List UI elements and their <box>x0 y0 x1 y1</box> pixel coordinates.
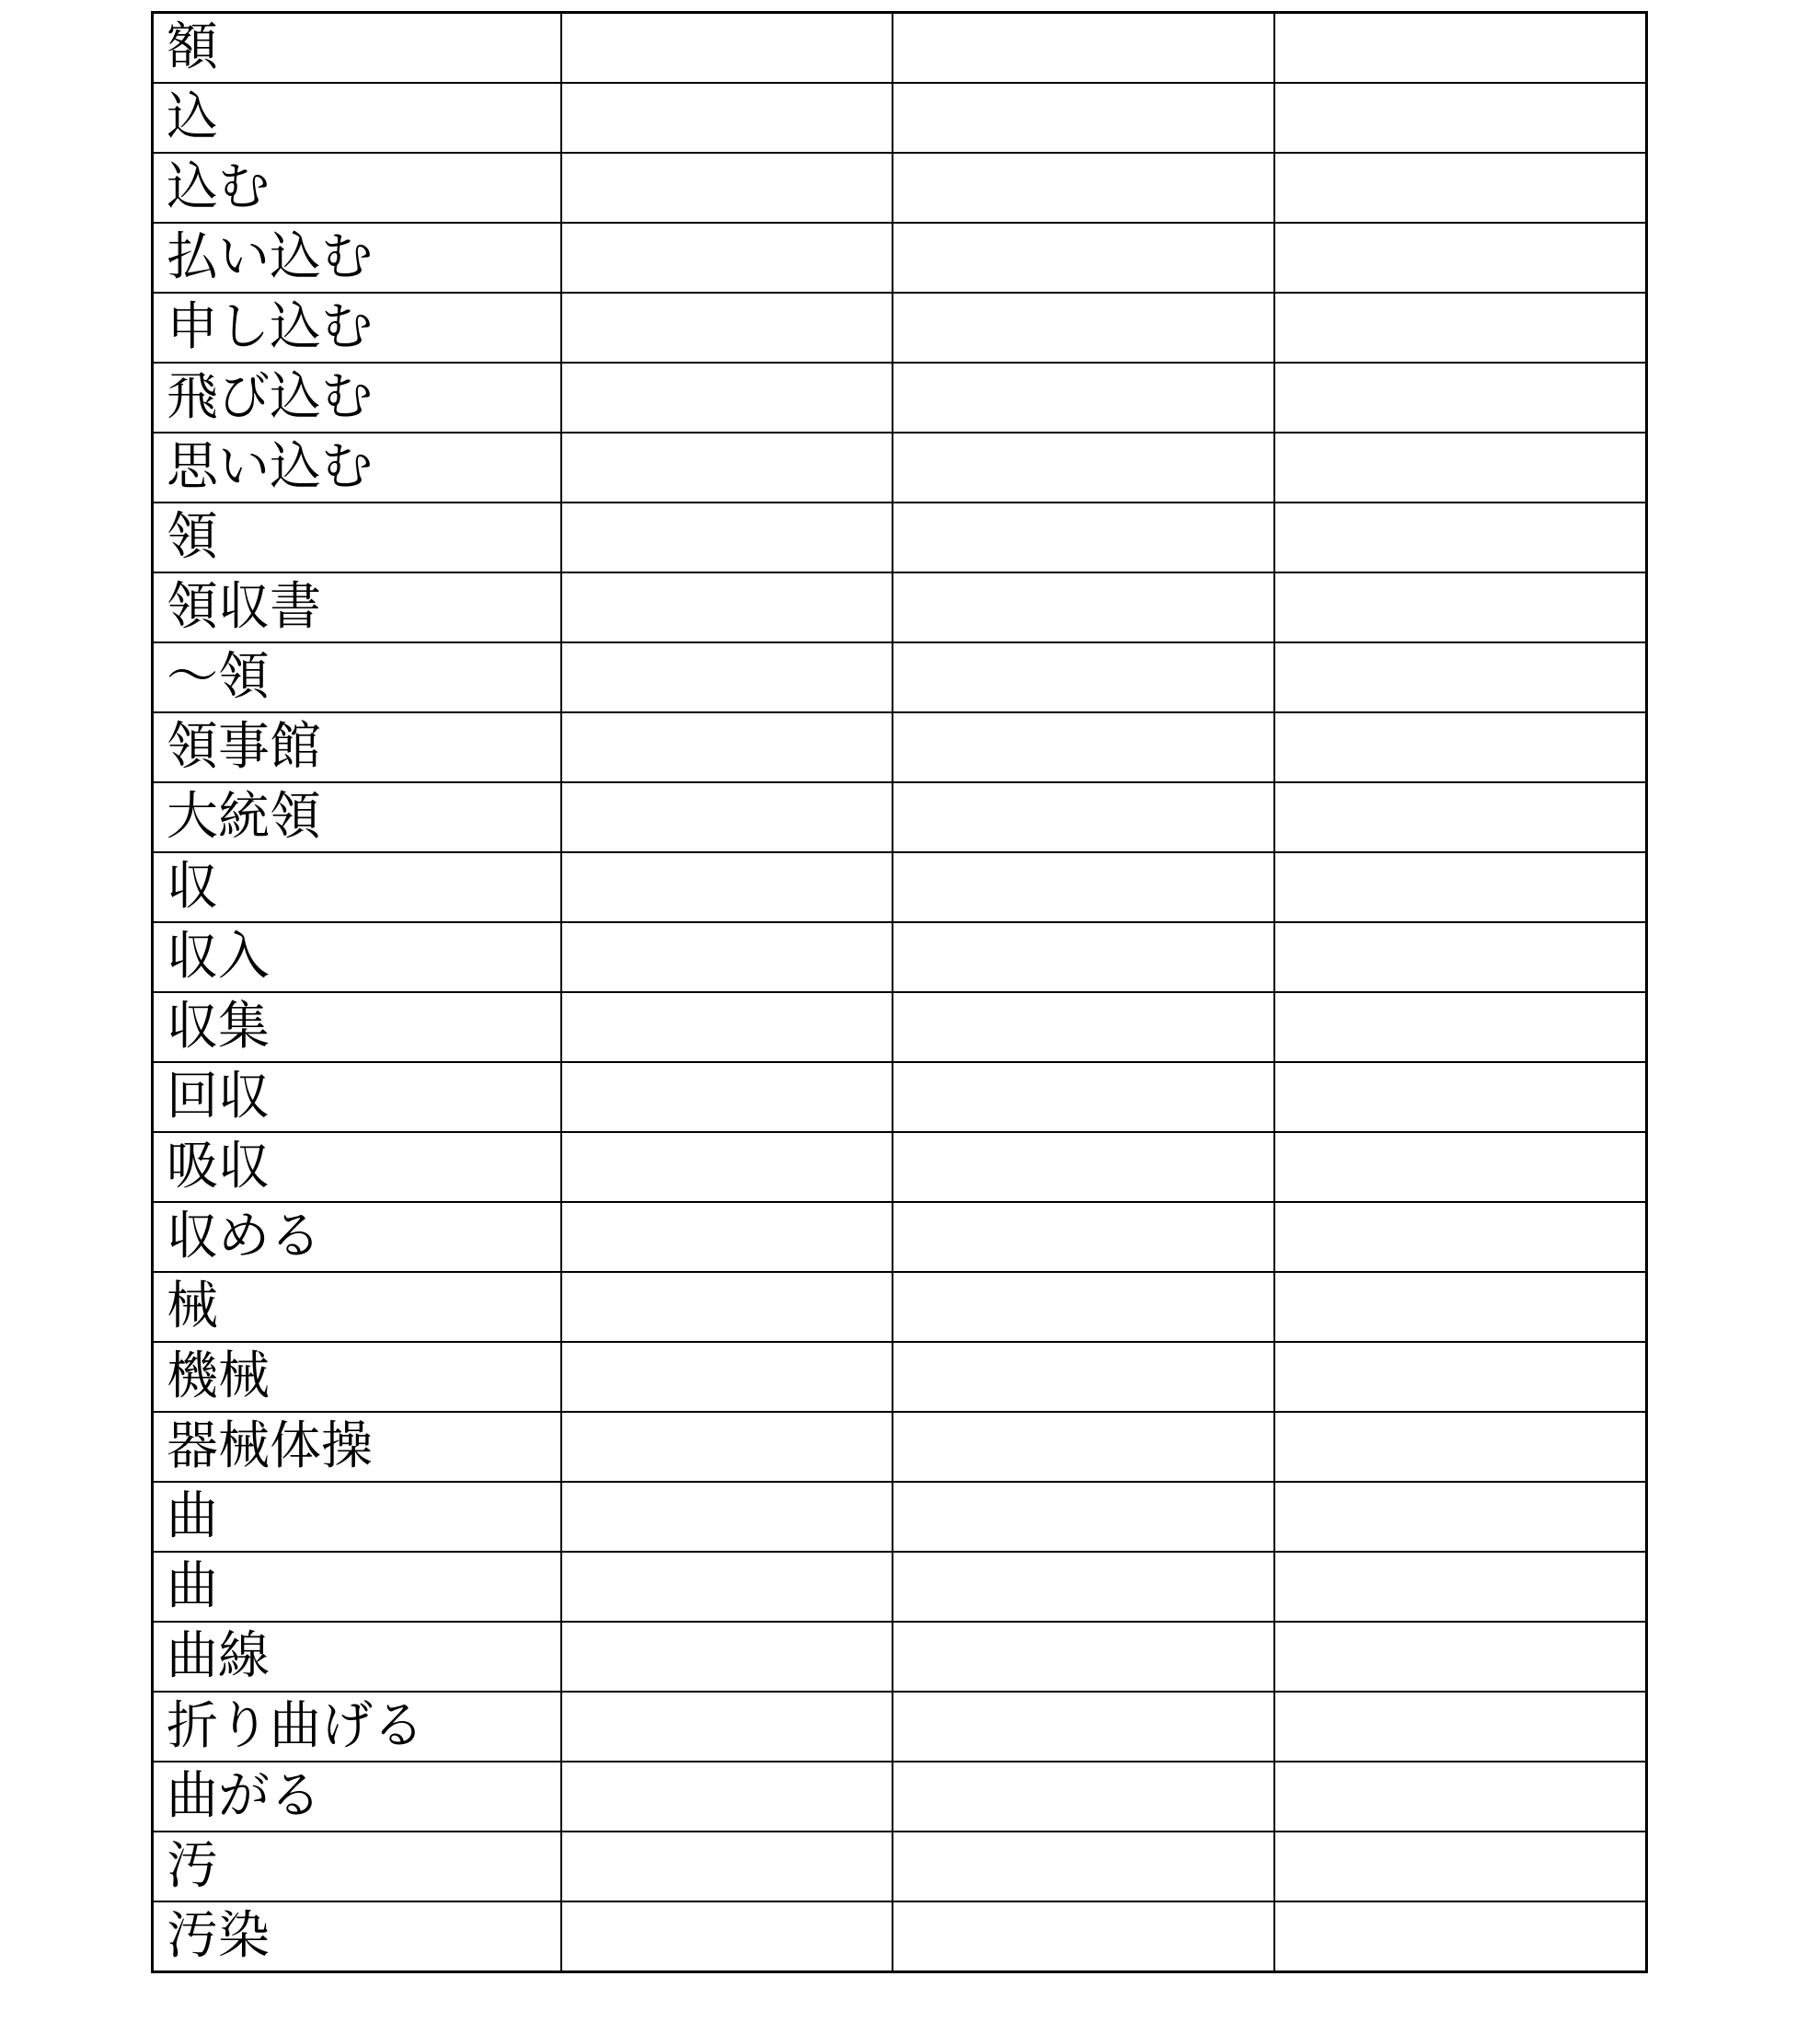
term-cell: 曲線 <box>153 1622 561 1692</box>
blank-cell[interactable] <box>893 153 1274 223</box>
term-cell: 収 <box>153 852 561 922</box>
blank-cell[interactable] <box>561 153 893 223</box>
blank-cell[interactable] <box>561 503 893 572</box>
blank-cell[interactable] <box>1274 1202 1647 1272</box>
blank-cell[interactable] <box>893 712 1274 782</box>
table-row <box>153 83 1647 153</box>
blank-cell[interactable] <box>1274 1482 1647 1552</box>
blank-cell[interactable] <box>1274 1622 1647 1692</box>
table-row <box>153 293 1647 363</box>
term-cell: 収集 <box>153 992 561 1062</box>
term-cell: 収める <box>153 1202 561 1272</box>
blank-cell[interactable] <box>1274 782 1647 852</box>
blank-cell[interactable] <box>561 1272 893 1342</box>
table-row <box>153 503 1647 572</box>
blank-cell[interactable] <box>893 13 1274 84</box>
table-row <box>153 433 1647 503</box>
table-row <box>153 1202 1647 1272</box>
blank-cell[interactable] <box>1274 1132 1647 1202</box>
term-cell: 機械 <box>153 1342 561 1412</box>
blank-cell[interactable] <box>561 13 893 84</box>
table-row <box>153 992 1647 1062</box>
blank-cell[interactable] <box>893 1132 1274 1202</box>
blank-cell[interactable] <box>893 223 1274 293</box>
blank-cell[interactable] <box>893 1482 1274 1552</box>
blank-cell[interactable] <box>561 223 893 293</box>
term-cell: 折り曲げる <box>153 1692 561 1762</box>
table-row <box>153 1482 1647 1552</box>
term-cell: 汚 <box>153 1832 561 1901</box>
table-row <box>153 1762 1647 1832</box>
blank-cell[interactable] <box>893 363 1274 433</box>
table-row <box>153 572 1647 642</box>
blank-cell[interactable] <box>893 922 1274 992</box>
blank-cell[interactable] <box>1274 1832 1647 1901</box>
blank-cell[interactable] <box>1274 1412 1647 1482</box>
blank-cell[interactable] <box>561 1202 893 1272</box>
blank-cell[interactable] <box>1274 1692 1647 1762</box>
term-cell: 申し込む <box>153 293 561 363</box>
blank-cell[interactable] <box>893 1412 1274 1482</box>
blank-cell[interactable] <box>1274 13 1647 84</box>
term-cell: 曲 <box>153 1482 561 1552</box>
term-cell: 額 <box>153 13 561 84</box>
term-cell: 曲 <box>153 1552 561 1622</box>
term-cell: 払い込む <box>153 223 561 293</box>
table-row <box>153 712 1647 782</box>
blank-cell[interactable] <box>1274 1062 1647 1132</box>
blank-cell[interactable] <box>561 1692 893 1762</box>
blank-cell[interactable] <box>893 1692 1274 1762</box>
blank-cell[interactable] <box>893 293 1274 363</box>
blank-cell[interactable] <box>561 1832 893 1901</box>
blank-cell[interactable] <box>561 922 893 992</box>
blank-cell[interactable] <box>1274 642 1647 712</box>
blank-cell[interactable] <box>1274 363 1647 433</box>
table-row <box>153 13 1647 84</box>
term-cell: 器械体操 <box>153 1412 561 1482</box>
blank-cell[interactable] <box>1274 293 1647 363</box>
blank-cell[interactable] <box>1274 1272 1647 1342</box>
table-row <box>153 1692 1647 1762</box>
blank-cell[interactable] <box>1274 992 1647 1062</box>
blank-cell[interactable] <box>893 1901 1274 1972</box>
table-row <box>153 1132 1647 1202</box>
table-row <box>153 363 1647 433</box>
table-row <box>153 1062 1647 1132</box>
blank-cell[interactable] <box>1274 1762 1647 1832</box>
term-cell: 大統領 <box>153 782 561 852</box>
blank-cell[interactable] <box>561 293 893 363</box>
blank-cell[interactable] <box>893 992 1274 1062</box>
term-cell: 領 <box>153 503 561 572</box>
term-cell: ～領 <box>153 642 561 712</box>
blank-cell[interactable] <box>893 1062 1274 1132</box>
term-cell: 械 <box>153 1272 561 1342</box>
table-row <box>153 782 1647 852</box>
blank-cell[interactable] <box>561 572 893 642</box>
blank-cell[interactable] <box>561 433 893 503</box>
blank-cell[interactable] <box>1274 83 1647 153</box>
blank-cell[interactable] <box>893 1272 1274 1342</box>
blank-cell[interactable] <box>561 1342 893 1412</box>
term-cell: 曲がる <box>153 1762 561 1832</box>
blank-cell[interactable] <box>893 642 1274 712</box>
blank-cell[interactable] <box>1274 852 1647 922</box>
blank-cell[interactable] <box>561 1762 893 1832</box>
blank-cell[interactable] <box>561 852 893 922</box>
blank-cell[interactable] <box>1274 1342 1647 1412</box>
table-row <box>153 1342 1647 1412</box>
table-row <box>153 223 1647 293</box>
blank-cell[interactable] <box>561 1062 893 1132</box>
blank-cell[interactable] <box>1274 1552 1647 1622</box>
blank-cell[interactable] <box>1274 503 1647 572</box>
term-cell: 領事館 <box>153 712 561 782</box>
table-row <box>153 1901 1647 1972</box>
table-row <box>153 1552 1647 1622</box>
term-cell: 飛び込む <box>153 363 561 433</box>
table-row <box>153 1412 1647 1482</box>
blank-cell[interactable] <box>1274 153 1647 223</box>
blank-cell[interactable] <box>561 83 893 153</box>
blank-cell[interactable] <box>1274 433 1647 503</box>
worksheet-body <box>153 13 1647 1972</box>
term-cell: 込む <box>153 153 561 223</box>
blank-cell[interactable] <box>893 1762 1274 1832</box>
blank-cell[interactable] <box>561 642 893 712</box>
term-cell: 収入 <box>153 922 561 992</box>
blank-cell[interactable] <box>893 503 1274 572</box>
term-cell: 汚染 <box>153 1901 561 1972</box>
blank-cell[interactable] <box>561 712 893 782</box>
term-cell: 領収書 <box>153 572 561 642</box>
vocabulary-worksheet-table <box>151 11 1648 1973</box>
blank-cell[interactable] <box>1274 712 1647 782</box>
blank-cell[interactable] <box>1274 922 1647 992</box>
blank-cell[interactable] <box>893 83 1274 153</box>
blank-cell[interactable] <box>893 1342 1274 1412</box>
blank-cell[interactable] <box>893 852 1274 922</box>
blank-cell[interactable] <box>893 1552 1274 1622</box>
blank-cell[interactable] <box>893 433 1274 503</box>
term-cell: 思い込む <box>153 433 561 503</box>
blank-cell[interactable] <box>561 1552 893 1622</box>
term-cell: 吸収 <box>153 1132 561 1202</box>
blank-cell[interactable] <box>1274 572 1647 642</box>
blank-cell[interactable] <box>893 1832 1274 1901</box>
blank-cell[interactable] <box>893 572 1274 642</box>
blank-cell[interactable] <box>561 1412 893 1482</box>
blank-cell[interactable] <box>561 1482 893 1552</box>
blank-cell[interactable] <box>561 1622 893 1692</box>
blank-cell[interactable] <box>893 782 1274 852</box>
table-row <box>153 642 1647 712</box>
blank-cell[interactable] <box>893 1622 1274 1692</box>
blank-cell[interactable] <box>893 1202 1274 1272</box>
table-row <box>153 1832 1647 1901</box>
table-row <box>153 1272 1647 1342</box>
table-row <box>153 1622 1647 1692</box>
blank-cell[interactable] <box>561 363 893 433</box>
table-row <box>153 922 1647 992</box>
table-row <box>153 852 1647 922</box>
blank-cell[interactable] <box>1274 223 1647 293</box>
blank-cell[interactable] <box>561 782 893 852</box>
blank-cell[interactable] <box>561 1901 893 1972</box>
term-cell: 回収 <box>153 1062 561 1132</box>
blank-cell[interactable] <box>561 992 893 1062</box>
term-cell: 込 <box>153 83 561 153</box>
blank-cell[interactable] <box>561 1132 893 1202</box>
table-row <box>153 153 1647 223</box>
blank-cell[interactable] <box>1274 1901 1647 1972</box>
